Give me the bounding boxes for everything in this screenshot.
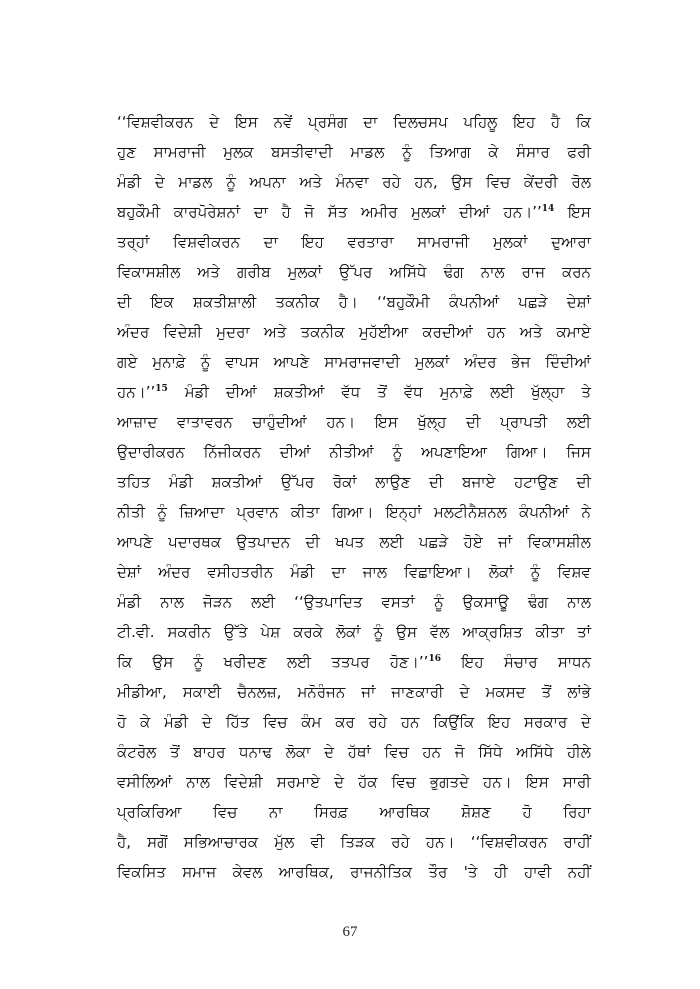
word: ਮੰਡੀ xyxy=(117,593,142,611)
word: ਵਿਚ xyxy=(213,803,238,821)
word: ਢੰਗ xyxy=(527,593,549,611)
word: ਉਕਸਾਊ xyxy=(462,593,509,611)
word: ਇਸ xyxy=(567,203,591,221)
word: ਨੂੰ xyxy=(157,503,168,521)
word: ਸੱਤ xyxy=(327,203,348,221)
word: ਹਨ। xyxy=(326,413,356,431)
word: ਉਦਾਰੀਕਰਨ xyxy=(117,443,185,461)
word: ਇਕ xyxy=(150,293,174,311)
word: ਵਿਸ਼ਵੀਕਰਨ xyxy=(173,233,241,251)
word: ਹੱਥਾਂ xyxy=(347,743,371,761)
word: ਲਈ xyxy=(379,533,404,551)
word: ਵਸੀਹਤਰੀਨ xyxy=(207,563,274,581)
word: ਲਈ xyxy=(286,653,312,671)
word: ਹੱਕ xyxy=(358,773,378,791)
word: ਮੰਡੀ xyxy=(164,713,189,731)
word: ਆਪਣੇ xyxy=(273,353,310,371)
text-line xyxy=(117,287,591,317)
word: ਸਭਿਆਚਾਰਕ xyxy=(183,833,259,851)
word: ਮੁਲਕਾਂ xyxy=(492,233,528,251)
word: ਦੇ xyxy=(580,713,591,731)
word: ਕਿ xyxy=(575,113,591,131)
word: ਲਾਉਣ xyxy=(375,473,411,491)
word: ਸਾਮਰਾਜਵਾਦੀ xyxy=(324,353,400,371)
word: ਲੋਕਾਂ xyxy=(488,563,514,581)
word: ਸੰਸਾਰ xyxy=(516,143,550,161)
word: ਮੰਡੀ xyxy=(168,473,194,491)
word: ਸਾਰੀ xyxy=(562,773,591,791)
word: ਅੰਦਰ xyxy=(117,323,150,341)
word: ਵਸਤਾਂ xyxy=(381,593,415,611)
text-line xyxy=(117,227,591,257)
word: ਰਾਜਨੀਤਿਕ xyxy=(350,863,413,881)
word: ਨੀਤੀਆਂ xyxy=(329,443,374,461)
word: ਹੈ, xyxy=(117,833,131,851)
footnote-ref: 15 xyxy=(155,384,168,394)
word: ਜਾਂ xyxy=(361,683,376,701)
word: ਲੋਕਾਂ xyxy=(335,623,361,641)
word: ਕੰਮ xyxy=(301,713,322,731)
word: ਵਾਤਾਵਰਨ xyxy=(177,413,233,431)
text-line xyxy=(117,167,591,197)
word: ਰਹੇ xyxy=(391,833,410,851)
word: ਹਨ।’’$^{14}$ xyxy=(503,203,555,221)
word: ਅਸਿੱਧੇ xyxy=(389,263,427,281)
word: ਦੀਆਂ xyxy=(279,443,311,461)
word: ਮਾਡਲ xyxy=(178,173,213,191)
word: ਗਏ xyxy=(117,353,138,371)
text-line xyxy=(117,557,591,587)
word: ਕੰਪਨੀਆਂ xyxy=(519,503,570,521)
word: ਅੰਦਰ xyxy=(158,563,191,581)
text-line xyxy=(117,527,591,557)
word: ਰਾਹੀਂ xyxy=(563,833,591,851)
word: ਅਪਣਾਇਆ xyxy=(421,443,488,461)
word: ਹਨ। xyxy=(425,833,455,851)
word: ਕਾਰਪੋਰੇਸ਼ਨਾਂ xyxy=(173,203,241,221)
word: ਬਾਹਰ xyxy=(193,743,226,761)
word: ਲਈ xyxy=(490,383,515,401)
word: ਅੰਦਰ xyxy=(464,353,497,371)
word: ਵੱਧ xyxy=(341,383,361,401)
word: ਰਹੇ xyxy=(368,713,388,731)
word: ਆਰਥਿਕ, xyxy=(278,863,334,881)
word: ਦੀ xyxy=(428,473,444,491)
word: ਉੱਤੇ xyxy=(223,623,248,641)
word: ਮੰਡੀ xyxy=(290,563,315,581)
word: ਇਸ xyxy=(374,413,398,431)
word: ਆਜ਼ਾਦ xyxy=(117,413,158,431)
word: ਹੋਏ xyxy=(463,533,483,551)
word: ਉਤਪਾਦਨ xyxy=(236,533,291,551)
word: ਦੇ xyxy=(324,743,335,761)
word: ਲਈ xyxy=(251,593,276,611)
word: ‘‘ਬਹੁਕੌਮੀ xyxy=(377,293,430,311)
word: ਦੀ xyxy=(305,533,320,551)
word: ਪਹਿਲੂ xyxy=(463,113,498,131)
word: ਭੁਗਤਦੇ xyxy=(429,773,470,791)
word: ਦਾ xyxy=(263,233,278,251)
word: ਤੌਰ xyxy=(428,863,448,881)
word: ਮੁਨਾਫ਼ੇ xyxy=(152,353,186,371)
word: ਦੀ xyxy=(576,473,591,491)
word: ਦਿਲਚਸਪ xyxy=(393,113,448,131)
word: ਹਟਾਉਣ xyxy=(514,473,558,491)
word: ਜ਼ਿਆਦਾ xyxy=(179,503,225,521)
word: ਪ੍ਰਵਾਨ xyxy=(236,503,279,521)
word: ਵਾਪਸ xyxy=(225,353,259,371)
word: ਨੀਤੀ xyxy=(117,503,146,521)
word: ਪ੍ਰਸੰਗ xyxy=(308,113,348,131)
text-line xyxy=(117,317,591,347)
word: ਨੂੰ xyxy=(373,623,384,641)
word: ਹੀ xyxy=(493,863,508,881)
word: ਸਾਮਰਾਜੀ xyxy=(153,143,206,161)
word: ਅਤੇ xyxy=(197,263,220,281)
word: ਰਾਜ xyxy=(521,263,545,281)
word: ਤਿੜਕ xyxy=(340,833,376,851)
word: ਹਨ।’’$^{15}$ xyxy=(117,383,168,401)
word: ਟੀ.ਵੀ. xyxy=(117,623,155,641)
word: ਇਨ੍ਹਾਂ xyxy=(385,503,422,521)
word: ਹੈ xyxy=(550,113,561,131)
word: ਤਰ੍ਹਾਂ xyxy=(117,233,150,251)
word: ਕਮਾਏ xyxy=(556,323,591,341)
word: ਹੁਣ xyxy=(117,143,136,161)
word: ਵੱਧ xyxy=(403,383,423,401)
word: ਕੰਟਰੋਲ xyxy=(117,743,157,761)
word: ਜਾਲ xyxy=(362,563,387,581)
word: ਮੁਨਾਫ਼ੇ xyxy=(439,383,474,401)
word: ਜੋ xyxy=(304,203,315,221)
word: ਅਤੇ xyxy=(299,173,322,191)
word: ਦੇ xyxy=(154,173,165,191)
text-line xyxy=(117,497,591,527)
word: ਦੇ xyxy=(209,113,220,131)
word: ਮੰਡੀ xyxy=(117,173,142,191)
word: ਨੂੰ xyxy=(193,653,204,671)
word: ਦਿੰਦੀਆਂ xyxy=(545,353,591,371)
word: ਉਸ xyxy=(396,623,417,641)
word: ਵੱਲ xyxy=(429,623,450,641)
word: ਵਿਚ xyxy=(384,743,409,761)
text-line xyxy=(117,437,591,467)
word: ਦੁਆਰਾ xyxy=(551,233,591,251)
word: ਨਾਲ xyxy=(480,263,505,281)
word: ਪਛੜੇ xyxy=(418,533,449,551)
word: ਇਹ xyxy=(488,713,511,731)
word: ਉੱਪਰ xyxy=(281,473,315,491)
word: ਵਿਚ xyxy=(263,713,288,731)
word: ਦੀ xyxy=(117,293,132,311)
word: ਪਛੜੇ xyxy=(518,293,548,311)
word: ਬਹੁਕੌਮੀ xyxy=(117,203,161,221)
word: ਵਿਕਾਸਸ਼ੀਲ xyxy=(527,533,591,551)
word: ਵੀ xyxy=(310,833,325,851)
word: ਕੀਤਾ xyxy=(290,503,320,521)
word: ਹਨ। xyxy=(483,773,512,791)
word: ਬਜਾਏ xyxy=(462,473,496,491)
word: ਸਿੱਧੇ xyxy=(478,743,503,761)
word: ਸੰਚਾਰ xyxy=(503,653,538,671)
word: ਨੂੰ xyxy=(226,173,236,191)
word: ਜਾਣਕਾਰੀ xyxy=(391,683,444,701)
word: ਖੁੱਲ੍ਹ xyxy=(417,413,447,431)
word: ਜੋੜਨ xyxy=(203,593,233,611)
word: ਲਾਂਭੇ xyxy=(567,683,591,701)
word: ਤਿਆਗ xyxy=(429,143,471,161)
word: ਮੰਨਵਾ xyxy=(335,173,369,191)
word: ‘‘ਵਿਸ਼ਵੀਕਰਨ xyxy=(117,113,194,131)
word: ਉਸ xyxy=(152,653,174,671)
text-line xyxy=(117,797,591,827)
word: ਮੁਹੱਈਆ xyxy=(358,323,409,341)
word: ਦੇ xyxy=(201,713,212,731)
word: ਸ਼ਕਤੀਆਂ xyxy=(273,383,325,401)
word: ਚਾਹੁੰਦੀਆਂ xyxy=(252,413,307,431)
text-line xyxy=(117,737,591,767)
word: ਨਾ xyxy=(268,803,283,821)
word: ਮੁੱਲ xyxy=(274,833,295,851)
word: ਹਨ xyxy=(486,323,506,341)
word: ਵਰਤਾਰਾ xyxy=(347,233,394,251)
word: ਦਾ xyxy=(253,203,268,221)
word: ਹਾਵੀ xyxy=(524,863,552,881)
text-line xyxy=(117,647,591,677)
word: ‘‘ਉਤਪਾਦਿਤ xyxy=(294,593,363,611)
text-line xyxy=(117,407,591,437)
text-line xyxy=(117,587,591,617)
word: ਵਸੀਲਿਆਂ xyxy=(117,773,173,791)
word: ਨੇ xyxy=(581,503,591,521)
word: ਪੇਸ਼ xyxy=(260,623,281,641)
word: ਢੰਗ xyxy=(443,263,464,281)
word: ਕਿ xyxy=(117,653,133,671)
word: ਮਕਸਦ xyxy=(485,683,526,701)
word: ਦੇ xyxy=(334,773,345,791)
word: ਰਿਹਾ xyxy=(563,803,591,821)
word: ਫਰੀ xyxy=(567,143,591,161)
text-line xyxy=(117,137,591,167)
word: ਕਰਨ xyxy=(562,263,591,281)
word: ਜਿਸ xyxy=(566,443,591,461)
word: ਤੋਂ xyxy=(541,683,552,701)
word: ਨਾਲ xyxy=(186,773,211,791)
word: ਲੋਕਾ xyxy=(285,743,311,761)
word: ਹਨ xyxy=(422,743,442,761)
word: ਪਦਾਰਥਕ xyxy=(168,533,222,551)
word: ਰਹੇ xyxy=(382,173,401,191)
word: ਮੁਦਰਾ xyxy=(216,323,250,341)
word: ਕਰ xyxy=(335,713,355,731)
word: ਉੱਪਰ xyxy=(339,263,373,281)
text-line xyxy=(117,767,591,797)
word: ਮੁਲਕਾਂ xyxy=(411,203,446,221)
word: ਸ਼ਕਤੀਆਂ xyxy=(211,473,263,491)
word: ਮੁਲਕ xyxy=(223,143,254,161)
word: ਵਿਦੇਸ਼ੀ xyxy=(163,323,203,341)
word: ਕਿਉਂਕਿ xyxy=(433,713,475,731)
text-line xyxy=(117,677,591,707)
footnote-ref: 14 xyxy=(541,204,555,214)
word: ਦੇਸ਼ਾਂ xyxy=(566,293,591,311)
word: ਉਸ xyxy=(451,173,473,191)
word: ਤੋਂ xyxy=(169,743,180,761)
word: ਇਹ xyxy=(461,653,484,671)
word: ਗਰੀਬ xyxy=(236,263,271,281)
word: ਵਿਦੇਸ਼ੀ xyxy=(224,773,263,791)
body-paragraph xyxy=(117,107,591,887)
word: ਤੇ xyxy=(581,383,591,401)
word: ਇਹ xyxy=(512,113,536,131)
word: ਸਿਰਫ਼ xyxy=(314,803,349,821)
word: ਜੋ xyxy=(454,743,465,761)
word: ਅਤੇ xyxy=(519,323,543,341)
word: ਦਾ xyxy=(363,113,378,131)
word: ਨਹੀਂ xyxy=(567,863,591,881)
word: ਦੇ xyxy=(459,683,470,701)
word: ਕੇ xyxy=(140,713,151,731)
word: ਆਪਣੇ xyxy=(117,533,153,551)
word: ਸ਼ਕਤੀਸ਼ਾਲੀ xyxy=(193,293,257,311)
word: ਧਨਾਢ xyxy=(239,743,273,761)
word: ਖਰੀਦਣ xyxy=(223,653,267,671)
text-line xyxy=(117,257,591,287)
text-line xyxy=(117,197,591,227)
word: ਨਾਲ xyxy=(160,593,184,611)
word: ਦੀਆਂ xyxy=(459,203,490,221)
word: ਤਹਿਤ xyxy=(117,473,151,491)
word: ਮਾਡਲ xyxy=(350,143,385,161)
word: ‘‘ਵਿਸ਼ਵੀਕਰਨ xyxy=(470,833,548,851)
word: ਸਰਕਾਰ xyxy=(524,713,568,731)
word: ਸਕਾਈ xyxy=(182,683,222,701)
word: ਤਕਨੀਕ xyxy=(275,293,320,311)
word: ਅਮੀਰ xyxy=(360,203,398,221)
word: ਪ੍ਰਾਪਤੀ xyxy=(500,413,548,431)
word: ਰੋਲ xyxy=(571,173,591,191)
word: ਪ੍ਰਕਿਰਿਆ xyxy=(117,803,182,821)
word: ਮੁਲਕਾਂ xyxy=(287,263,323,281)
word: ਇਸ xyxy=(234,113,258,131)
word: ਤਤਪਰ xyxy=(331,653,370,671)
word: ਅਤੇ xyxy=(263,323,287,341)
word: ਨਾਲ xyxy=(567,593,591,611)
word: ਹੈ xyxy=(281,203,291,221)
word: ਆਕ੍ਰਸ਼ਿਤ xyxy=(462,623,523,641)
word: ਨੂੰ xyxy=(402,143,412,161)
word: ਅਪਨਾ xyxy=(249,173,286,191)
word: ਮਨੋਰੰਜਨ xyxy=(297,683,346,701)
word: ਮੁਲਕਾਂ xyxy=(414,353,450,371)
word: ਹੈ। xyxy=(338,293,358,311)
word: ਕਰਦੀਆਂ xyxy=(422,323,473,341)
word: ਚੈਨਲਜ਼, xyxy=(237,683,282,701)
word: ਕੇਵਲ xyxy=(232,863,263,881)
word: ਸਾਧਨ xyxy=(557,653,591,671)
word: ਹਨ, xyxy=(414,173,438,191)
word: ਹੋ xyxy=(117,713,127,731)
word: 'ਤੇ xyxy=(463,863,478,881)
word: ਅਸਿੱਧੇ xyxy=(516,743,554,761)
word: ਹਨ xyxy=(400,713,420,731)
word: ਖਪਤ xyxy=(335,533,365,551)
word: ਕੰਪਨੀਆਂ xyxy=(448,293,500,311)
text-line xyxy=(117,467,591,497)
text-line xyxy=(117,707,591,737)
word: ਇਹ xyxy=(301,233,324,251)
word: ਹੋਣ।’’$^{16}$ xyxy=(389,653,441,671)
word: ਭੇਜ xyxy=(511,353,531,371)
word: ਨਵੇਂ xyxy=(273,113,293,131)
word: ਗਿਆ। xyxy=(331,503,374,521)
word: ਵਿਚ xyxy=(485,173,511,191)
word: ਸਾਮਰਾਜੀ xyxy=(417,233,470,251)
word: ਵਿਸ਼ਵ xyxy=(557,563,591,581)
text-line xyxy=(117,827,591,857)
word: ਸਗੋਂ xyxy=(147,833,168,851)
word: ਗਿਆ। xyxy=(505,443,548,461)
word: ਨੂੰ xyxy=(200,353,211,371)
word: ਮੰਡੀ xyxy=(184,383,209,401)
word: ਮੀਡੀਆ, xyxy=(117,683,167,701)
word: ਵਿਕਸਿਤ xyxy=(117,863,166,881)
word: ਦੇਸ਼ਾਂ xyxy=(117,563,142,581)
word: ਹੀਲੇ xyxy=(567,743,591,761)
word: ਦੀ xyxy=(466,413,481,431)
word: ਬਸਤੀਵਾਦੀ xyxy=(271,143,333,161)
word: ਤੋਂ xyxy=(377,383,387,401)
word: ਕੀਤਾ xyxy=(535,623,565,641)
word: ਸਕਰੀਨ xyxy=(167,623,211,641)
word: ਵਿਚ xyxy=(391,773,416,791)
word: ਵਿਕਾਸਸ਼ੀਲ xyxy=(117,263,181,281)
text-line xyxy=(117,377,591,407)
word: ਕਰਕੇ xyxy=(293,623,323,641)
word: ਕੇਂਦਰੀ xyxy=(523,173,558,191)
word: ਹਿੱਤ xyxy=(225,713,250,731)
text-line xyxy=(117,107,591,137)
text-line xyxy=(117,347,591,377)
word: ਦੀਆਂ xyxy=(225,383,257,401)
text-line xyxy=(117,617,591,647)
word: ਇਸ xyxy=(525,773,549,791)
word: ਨੂੰ xyxy=(530,563,541,581)
word: ਰੋਕਾਂ xyxy=(332,473,357,491)
word: ਤਕਨੀਕ xyxy=(300,323,345,341)
word: ਕੇ xyxy=(488,143,499,161)
word: ਖੁੱਲ੍ਹਾ xyxy=(531,383,565,401)
word: ਸ਼ੋਸ਼ਣ xyxy=(461,803,492,821)
word: ਦਾ xyxy=(331,563,346,581)
word: ਮਲਟੀਨੈਸ਼ਨਲ xyxy=(433,503,507,521)
text-line xyxy=(117,857,591,887)
word: ਵਿਛਾਇਆ। xyxy=(404,563,472,581)
word: ਸਰਮਾਏ xyxy=(276,773,321,791)
page-number: 67 xyxy=(342,924,358,940)
word: ਜਾਂ xyxy=(498,533,513,551)
word: ਨੂੰ xyxy=(392,443,403,461)
word: ਤਾਂ xyxy=(577,623,591,641)
word: ਲਈ xyxy=(566,413,591,431)
word: ਆਰਥਿਕ xyxy=(379,803,430,821)
word: ਨਿੱਜੀਕਰਨ xyxy=(203,443,261,461)
footnote-ref: 16 xyxy=(428,654,441,664)
word: ਸਮਾਜ xyxy=(182,863,217,881)
word: ਨੂੰ xyxy=(433,593,444,611)
word: ਹੋ xyxy=(522,803,532,821)
